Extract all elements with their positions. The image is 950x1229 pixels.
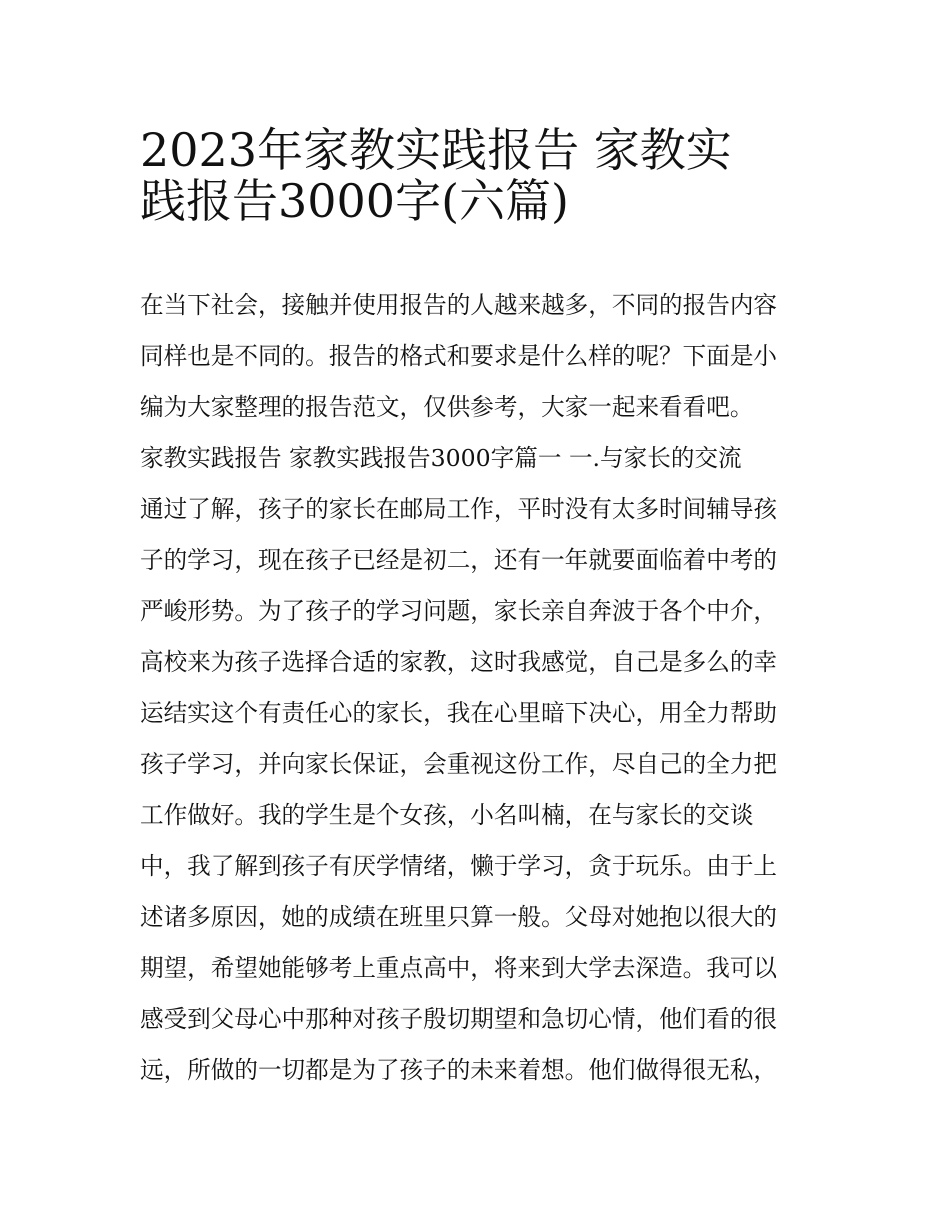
body-line: 述诸多原因，她的成绩在班里只算一般。父母对她抱以很大的 (140, 903, 778, 931)
body-line: 在当下社会，接触并使用报告的人越来越多，不同的报告内容 (140, 291, 778, 319)
body-line: 编为大家整理的报告范文，仅供参考，大家一起来看看吧。 (140, 393, 754, 421)
title-line-2: 践报告3000字(六篇) (140, 174, 569, 228)
body-line: 严峻形势。为了孩子的学习问题，家长亲自奔波于各个中介， (140, 597, 778, 625)
document-title (140, 114, 820, 228)
document-body (140, 280, 812, 1096)
body-line: 子的学习，现在孩子已经是初二，还有一年就要面临着中考的 (140, 546, 778, 574)
body-line: 同样也是不同的。报告的格式和要求是什么样的呢？下面是小 (140, 342, 778, 370)
body-line: 家教实践报告 家教实践报告3000字篇一 一.与家长的交流 (140, 444, 742, 472)
body-line: 运结实这个有责任心的家长，我在心里暗下决心，用全力帮助 (140, 699, 778, 727)
body-line: 高校来为孩子选择合适的家教，这时我感觉，自己是多么的幸 (140, 648, 778, 676)
body-line: 孩子学习，并向家长保证，会重视这份工作，尽自己的全力把 (140, 750, 778, 778)
body-line: 中，我了解到孩子有厌学情绪，懒于学习，贪于玩乐。由于上 (140, 852, 778, 880)
body-line: 远，所做的一切都是为了孩子的未来着想。他们做得很无私， (140, 1056, 778, 1084)
body-line: 工作做好。我的学生是个女孩，小名叫楠，在与家长的交谈 (140, 801, 754, 829)
body-line: 通过了解，孩子的家长在邮局工作，平时没有太多时间辅导孩 (140, 495, 778, 523)
title-line-1: 2023年家教实践报告 家教实 (140, 123, 732, 177)
body-line: 期望，希望她能够考上重点高中，将来到大学去深造。我可以 (140, 954, 778, 982)
body-line: 感受到父母心中那种对孩子殷切期望和急切心情，他们看的很 (140, 1005, 778, 1033)
